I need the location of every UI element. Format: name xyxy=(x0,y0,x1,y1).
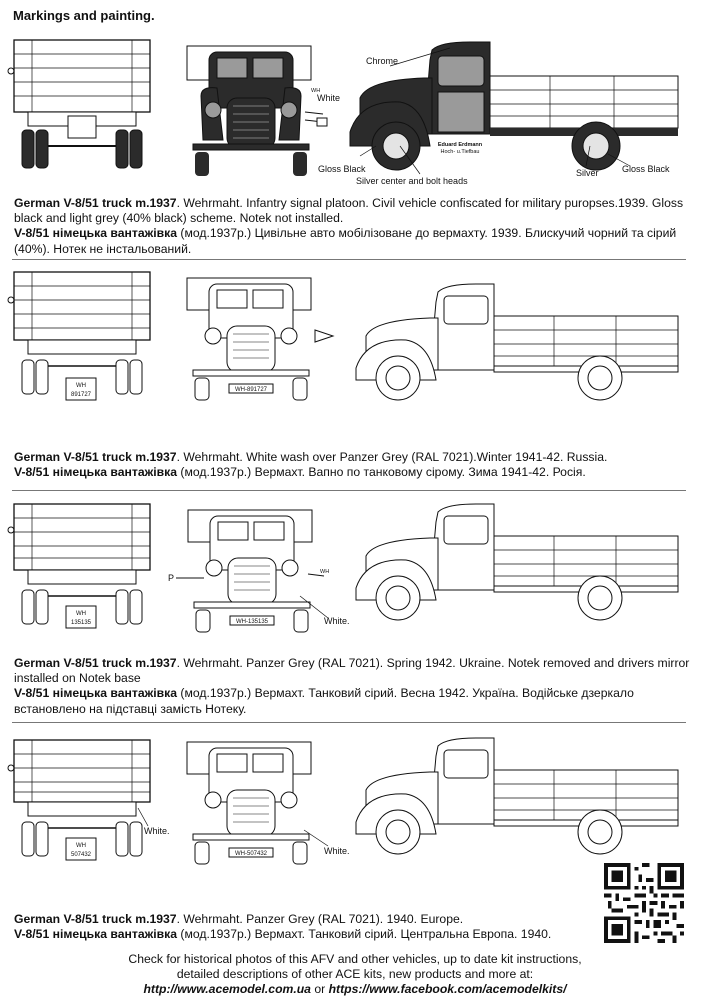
caption-ua-text: (мод.1937р.) Вермахт. Танковий сірий. Весна 1942. Україна. Водійське дзеркало встановлено на підставці замість Нотеку. xyxy=(14,686,634,716)
scheme-1-white-callout: White xyxy=(317,93,341,103)
scheme-4-rear-plate-top: WH xyxy=(76,843,86,849)
footer xyxy=(40,952,670,997)
caption-en-text: . Wehrmaht. White wash over Panzer Grey (RAL 7021).Winter 1941-42. Russia. xyxy=(176,450,608,464)
scheme-2-rear-plate-top: WH xyxy=(76,383,86,389)
silver-center-callout: Silver center and bolt heads xyxy=(356,176,468,186)
scheme-4-caption xyxy=(14,912,694,942)
caption-ua-title: V-8/51 німецька вантажівка xyxy=(14,465,178,480)
scheme-1-caption xyxy=(14,196,694,257)
scheme-2-caption xyxy=(14,450,694,480)
caption-ua-text: (мод.1937р.) Цивільне авто мобілізоване до вермахту. 1939. Блискучий чорний та сірий (40%). Нотек не інстальований. xyxy=(14,226,677,256)
chrome-callout: Chrome xyxy=(366,56,399,66)
scheme-4-rear-view xyxy=(8,738,183,868)
door-company-sub: Hoch- u.Tiefbau xyxy=(440,149,480,155)
scheme-1-wh-callout: WH xyxy=(311,88,321,94)
scheme-4-side-view xyxy=(320,734,690,864)
scheme-2-front-view xyxy=(183,274,343,404)
scheme-4-white-callout-rear: White. xyxy=(144,826,170,836)
scheme-4-front-plate: WH-507432 xyxy=(234,851,268,857)
caption-en-text: . Wehrmaht. Panzer Grey (RAL 7021). Spring 1942. Ukraine. Notek removed and drivers mirror installed on Notek base xyxy=(14,656,690,686)
gloss-black-callout-rear: Gloss Black xyxy=(622,164,670,174)
door-company-name: Eduard Erdmann xyxy=(437,142,483,148)
scheme-1-rear-view xyxy=(8,38,158,178)
caption-en-title: German V-8/51 truck m.1937 xyxy=(14,912,177,926)
scheme-3-caption xyxy=(14,656,694,717)
scheme-3-rear-view xyxy=(8,502,158,637)
caption-en-title: German V-8/51 truck m.1937 xyxy=(14,450,177,464)
section-divider xyxy=(12,259,686,260)
scheme-3-front-plate: WH-135135 xyxy=(235,619,269,625)
footer-line-2: detailed descriptions of other ACE kits, new products and more at: xyxy=(176,967,534,981)
caption-en-text: . Wehrmaht. Infantry signal platoon. Civil vehicle confiscated for military puropses.1939. Gloss black and light grey (40% black) scheme. Notek not installed. xyxy=(14,196,684,226)
footer-or: or xyxy=(310,982,329,996)
scheme-4-white-callout-side: White. xyxy=(324,846,350,856)
scheme-3-side-view xyxy=(320,500,690,630)
scheme-2-rear-plate-bottom: 891727 xyxy=(70,392,92,398)
acemodel-website-link[interactable]: http://www.acemodel.com.ua xyxy=(143,982,311,996)
scheme-3-wh-callout: WH xyxy=(320,569,330,575)
gloss-black-callout-front: Gloss Black xyxy=(318,164,366,174)
scheme-3-rear-plate-bottom: 135135 xyxy=(70,620,92,626)
caption-ua-title: V-8/51 німецька вантажівка xyxy=(14,226,178,241)
scheme-1-side-view xyxy=(320,36,690,191)
facebook-link[interactable]: https://www.facebook.com/acemodelkits/ xyxy=(328,982,567,996)
caption-en-title: German V-8/51 truck m.1937 xyxy=(14,196,177,210)
scheme-2-front-plate: WH-891727 xyxy=(234,387,268,393)
section-divider xyxy=(12,490,686,491)
scheme-4-rear-plate-bottom: 507432 xyxy=(70,852,92,858)
scheme-2-rear-view xyxy=(8,270,158,405)
caption-ua-title: V-8/51 німецька вантажівка xyxy=(14,686,178,701)
footer-links xyxy=(40,982,670,997)
scheme-3-white-callout: White. xyxy=(324,616,350,626)
scheme-3-rear-plate-top: WH xyxy=(76,611,86,617)
scheme-4-front-view xyxy=(183,738,343,868)
silver-callout: Silver xyxy=(576,168,599,178)
footer-line-1: Check for historical photos of this AFV and other vehicles, up to date kit instructions, xyxy=(128,952,582,966)
scheme-2-side-view xyxy=(338,280,688,405)
qr-code-icon[interactable] xyxy=(604,863,684,943)
caption-en-title: German V-8/51 truck m.1937 xyxy=(14,656,177,670)
caption-ua-title: V-8/51 німецька вантажівка xyxy=(14,927,178,942)
section-divider xyxy=(12,722,686,723)
scheme-1-front-view xyxy=(183,40,343,180)
caption-en-text: . Wehrmaht. Panzer Grey (RAL 7021). 1940. Europe. xyxy=(176,912,464,926)
caption-ua-text: (мод.1937р.) Вермахт. Танковий сірий. Центральна Европа. 1940. xyxy=(177,927,552,942)
caption-ua-text: (мод.1937р.) Вермахт. Вапно по танковому сірому. Зима 1941-42. Росія. xyxy=(177,465,586,480)
scheme-3-p-callout: P xyxy=(168,573,175,583)
page-title: Markings and painting. xyxy=(13,8,155,23)
